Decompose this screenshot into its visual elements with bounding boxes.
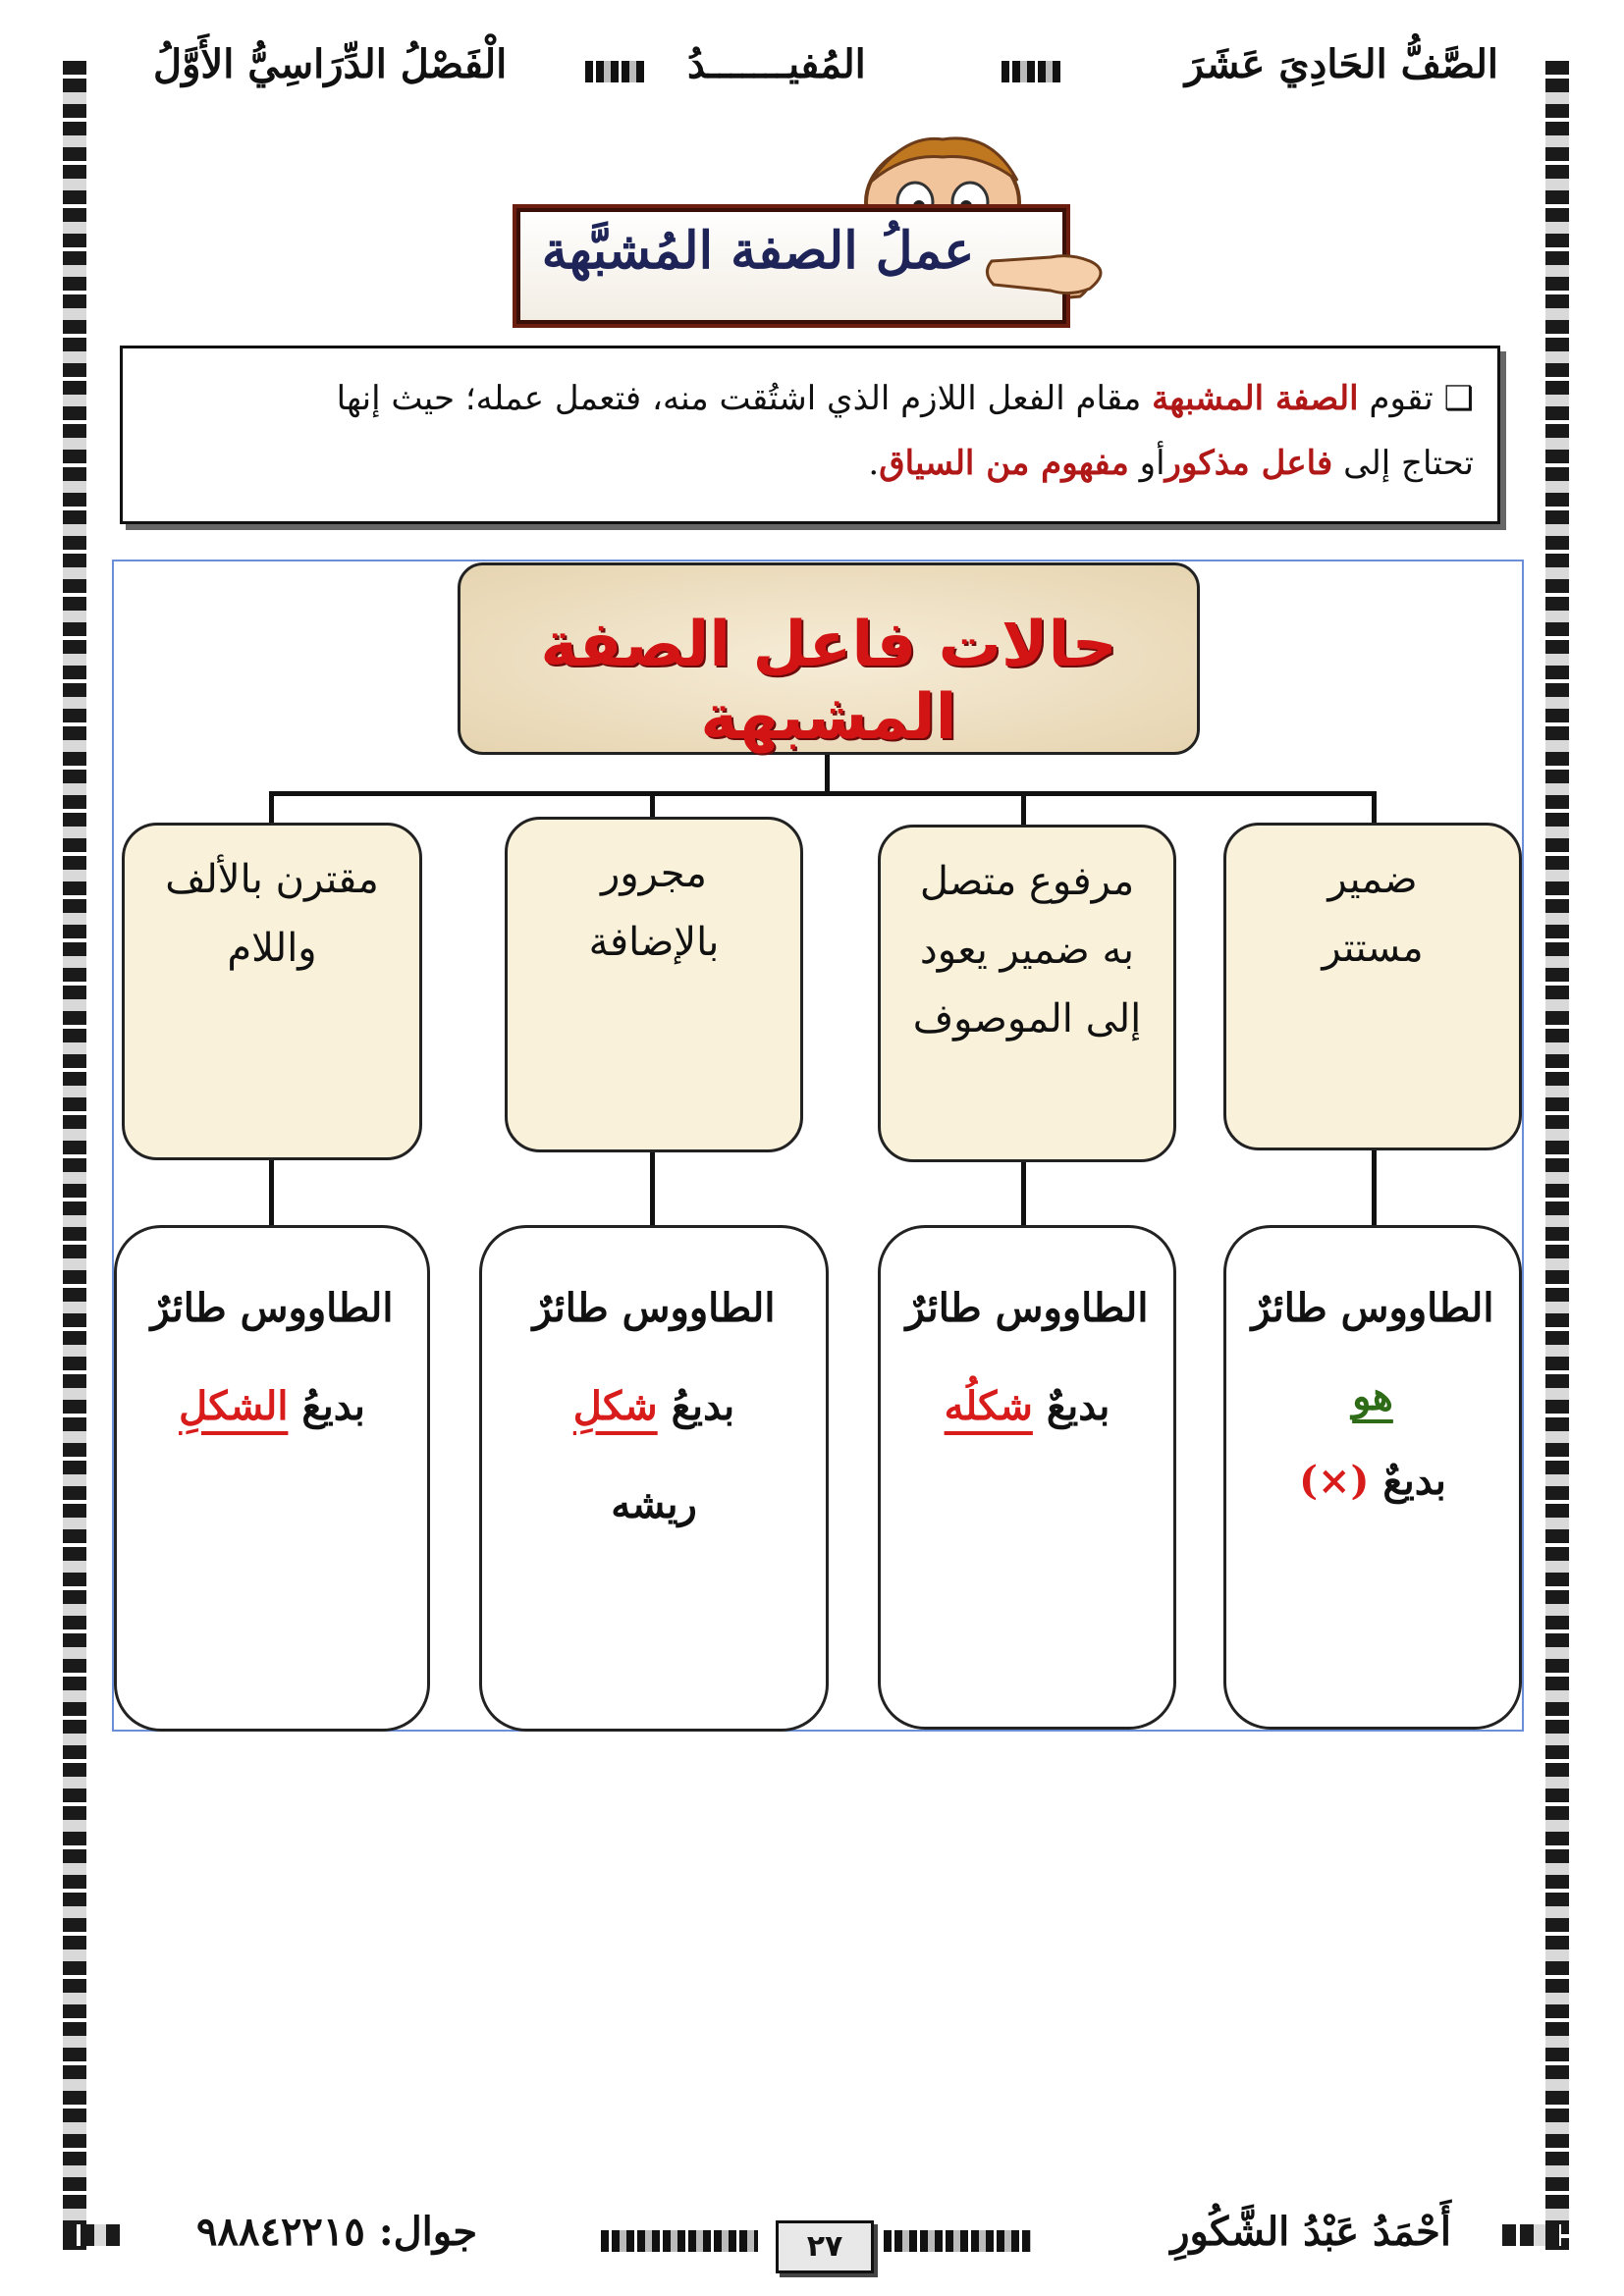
connector-example-4 [269,1160,274,1225]
footer-author: أَحْمَدُ عَبْدُ الشَّكُورِ [1170,2209,1451,2255]
phone-number: ٩٨٨٤٢٢١٥ [196,2209,365,2255]
example-box-hidden-pronoun: الطاووس طائرٌ هو بديعٌ (×) [1223,1225,1522,1730]
connector-case-2 [1021,791,1026,827]
header-ornament-right [1001,61,1060,82]
header-ornament-left [585,61,644,82]
example-box-definite: الطاووس طائرٌ بديعُ الشكلِ [114,1225,430,1732]
footer-ornament-right [884,2230,1031,2252]
intro-line-2: تحتاج إلى فاعل مذكورأو مفهوم من السياق. [868,444,1474,483]
subject-noun: الشكلِ [179,1383,289,1429]
subject-noun: شكلِ [572,1383,658,1429]
header-book: المُفيـــــــدُ [687,41,866,87]
footer-ornament-left [601,2230,758,2252]
case-box-definite: مقترن بالألف واللام [122,823,422,1160]
connector-case-3 [650,791,655,817]
example-box-genitive: الطاووس طائرٌ بديعُ شكلِ ريشه [479,1225,829,1732]
case-box-hidden-pronoun: ضمير مستتر [1223,823,1522,1150]
header-grade: الصَّفُّ الحَادِيَ عَشَرَ [1184,41,1498,87]
term-highlight: الصفة المشبهة [1152,379,1359,418]
connector-case-4 [269,791,274,825]
intro-line-1: ❑ تقوم الصفة المشبهة مقام الفعل اللازم الذي اشتُقت منه، فتعمل عمله؛ حيث إنها [336,379,1474,418]
keyword-implied-subject: مفهوم من السياق [879,444,1129,483]
connector-horizontal [269,791,1377,796]
footer-ornament-far-left [63,2224,122,2246]
connector-example-1 [1372,1150,1377,1225]
connector-example-3 [650,1152,655,1225]
case-box-attached-pronoun: مرفوع متصل به ضمير يعود إلى الموصوف [878,825,1176,1162]
pronoun-huwa: هو [1352,1373,1393,1419]
connector-case-1 [1372,791,1377,823]
connector-example-2 [1021,1162,1026,1225]
header-term: الْفَصْلُ الدِّرَاسِيُّ الأَوَّلُ [153,41,508,87]
connector-root-down [825,755,830,794]
page-title: عملُ الصفة المُشبَّهة [541,221,975,281]
page-border-left [63,61,86,2250]
checkbox-bullet-icon: ❑ [1443,379,1474,418]
diagram-root-title: حالات فاعل الصفة المشبهة [540,609,1117,754]
subject-noun: شكلُه [944,1383,1033,1429]
phone-label: جوال: [378,2209,478,2255]
page-border-right [1545,61,1569,2250]
intro-rule-box [120,346,1500,524]
missing-subject-mark: (×) [1299,1458,1370,1504]
keyword-mentioned-subject: فاعل مذكور [1164,444,1333,483]
case-box-genitive: مجرور بالإضافة [505,817,803,1152]
footer-ornament-far-right [1502,2224,1561,2246]
example-box-attached-pronoun: الطاووس طائرٌ بديعٌ شكلُه [878,1225,1176,1730]
footer-phone [196,2209,477,2255]
pointing-hand-icon [982,240,1119,308]
page-number: ٢٧ [776,2220,874,2273]
